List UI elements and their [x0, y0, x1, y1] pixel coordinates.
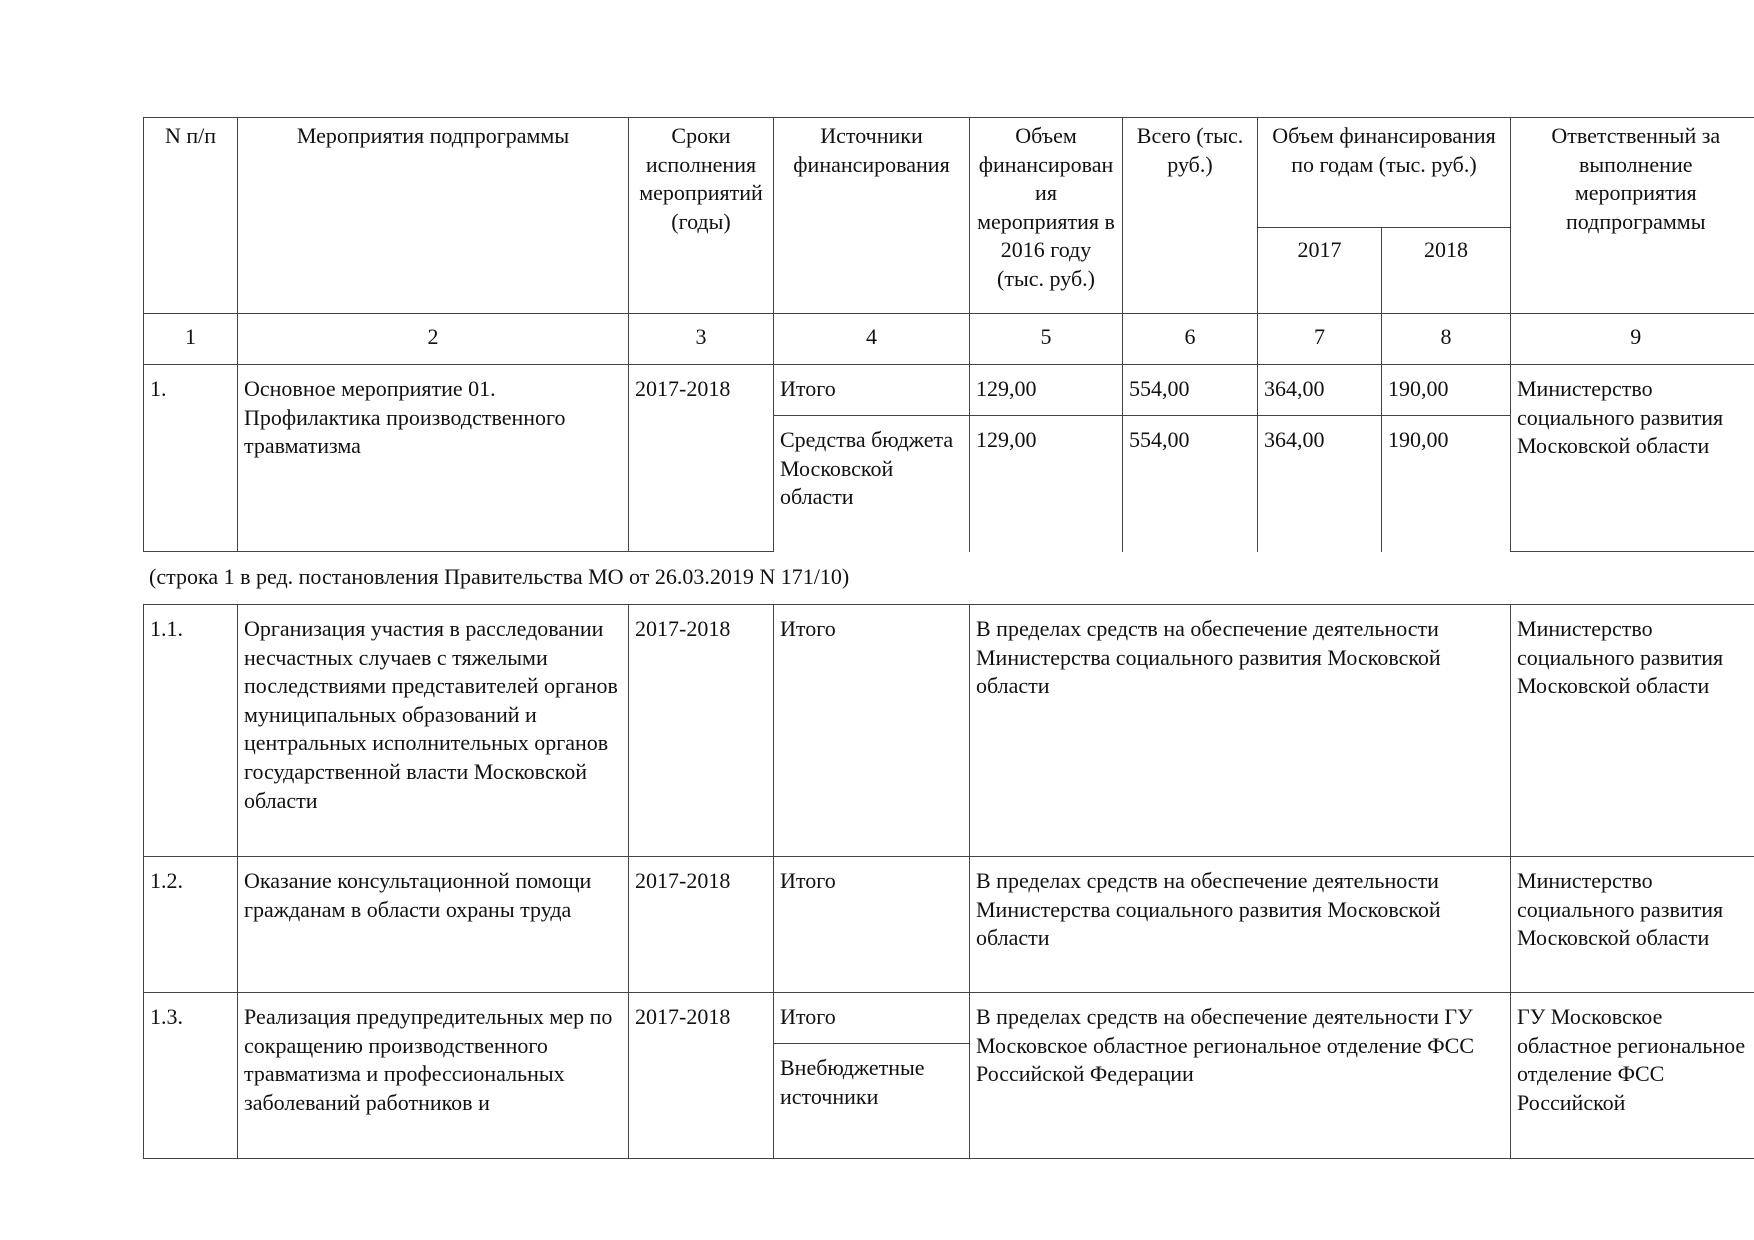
funding-total: 554,00: [1123, 416, 1258, 552]
funding-source: Средства бюджета Московской области: [774, 416, 970, 552]
funding-2017: 364,00: [1258, 416, 1382, 552]
column-number: 9: [1511, 314, 1754, 365]
funding-2018: 190,00: [1382, 365, 1511, 416]
amendment-note: (строка 1 в ред. постановления Правительства МО от 26.03.2019 N 171/10): [149, 564, 850, 589]
header-sources: Источники финансирования: [774, 118, 970, 314]
header-responsible: Ответственный за выполнение мероприятия подпрограммы: [1511, 118, 1754, 314]
row-number: 1.: [144, 365, 238, 552]
column-number: 1: [144, 314, 238, 365]
funding-2017: 364,00: [1258, 365, 1382, 416]
column-number: 6: [1123, 314, 1258, 365]
row-number: 1.3.: [144, 993, 238, 1159]
row-number: 1.2.: [144, 857, 238, 993]
header-activities: Мероприятия подпрограммы: [238, 118, 629, 314]
responsible: Министерство социального развития Московской области: [1511, 605, 1754, 857]
activity-name: Реализация предупредительных мер по сокращению производственного травматизма и профессиональных заболеваний работников и: [238, 993, 629, 1159]
program-table-body: [143, 604, 1754, 1159]
funding-2016: 129,00: [970, 416, 1123, 552]
activity-period: 2017-2018: [629, 993, 774, 1159]
program-table-header: [143, 117, 1754, 552]
funding-description: В пределах средств на обеспечение деятельности ГУ Московское областное региональное отделение ФСС Российской Федерации: [970, 993, 1511, 1159]
row-number: 1.1.: [144, 605, 238, 857]
column-number: 7: [1258, 314, 1382, 365]
funding-description: В пределах средств на обеспечение деятельности Министерства социального развития Московской области: [970, 605, 1511, 857]
responsible: Министерство социального развития Московской области: [1511, 365, 1754, 552]
activity-period: 2017-2018: [629, 605, 774, 857]
funding-total: 554,00: [1123, 365, 1258, 416]
column-number: 4: [774, 314, 970, 365]
funding-source: Внебюджетные источники: [774, 1044, 970, 1159]
header-2016: Объем финансирования мероприятия в 2016 году (тыс. руб.): [970, 118, 1123, 314]
activity-period: 2017-2018: [629, 365, 774, 552]
funding-2018: 190,00: [1382, 416, 1511, 552]
responsible: ГУ Московское областное региональное отделение ФСС Российской: [1511, 993, 1754, 1159]
activity-name: Оказание консультационной помощи гражданам в области охраны труда: [238, 857, 629, 993]
activity-name: Основное мероприятие 01. Профилактика производственного травматизма: [238, 365, 629, 552]
funding-source: Итого: [774, 993, 970, 1044]
funding-source: Итого: [774, 857, 970, 993]
header-period: Сроки исполнения мероприятий (годы): [629, 118, 774, 314]
column-number: 5: [970, 314, 1123, 365]
column-number: 8: [1382, 314, 1511, 365]
funding-description: В пределах средств на обеспечение деятельности Министерства социального развития Московской области: [970, 857, 1511, 993]
header-by-years: Объем финансирования по годам (тыс. руб.): [1258, 118, 1511, 228]
header-year-2017: 2017: [1258, 228, 1382, 314]
header-total: Всего (тыс. руб.): [1123, 118, 1258, 314]
activity-name: Организация участия в расследовании несчастных случаев с тяжелыми последствиями представителей органов муниципальных образований и центральных исполнительных органов государственной власти Московской области: [238, 605, 629, 857]
responsible: Министерство социального развития Московской области: [1511, 857, 1754, 993]
funding-source: Итого: [774, 365, 970, 416]
activity-period: 2017-2018: [629, 857, 774, 993]
funding-source: Итого: [774, 605, 970, 857]
funding-2016: 129,00: [970, 365, 1123, 416]
header-year-2018: 2018: [1382, 228, 1511, 314]
header-num: N п/п: [144, 118, 238, 314]
column-number: 2: [238, 314, 629, 365]
column-number: 3: [629, 314, 774, 365]
